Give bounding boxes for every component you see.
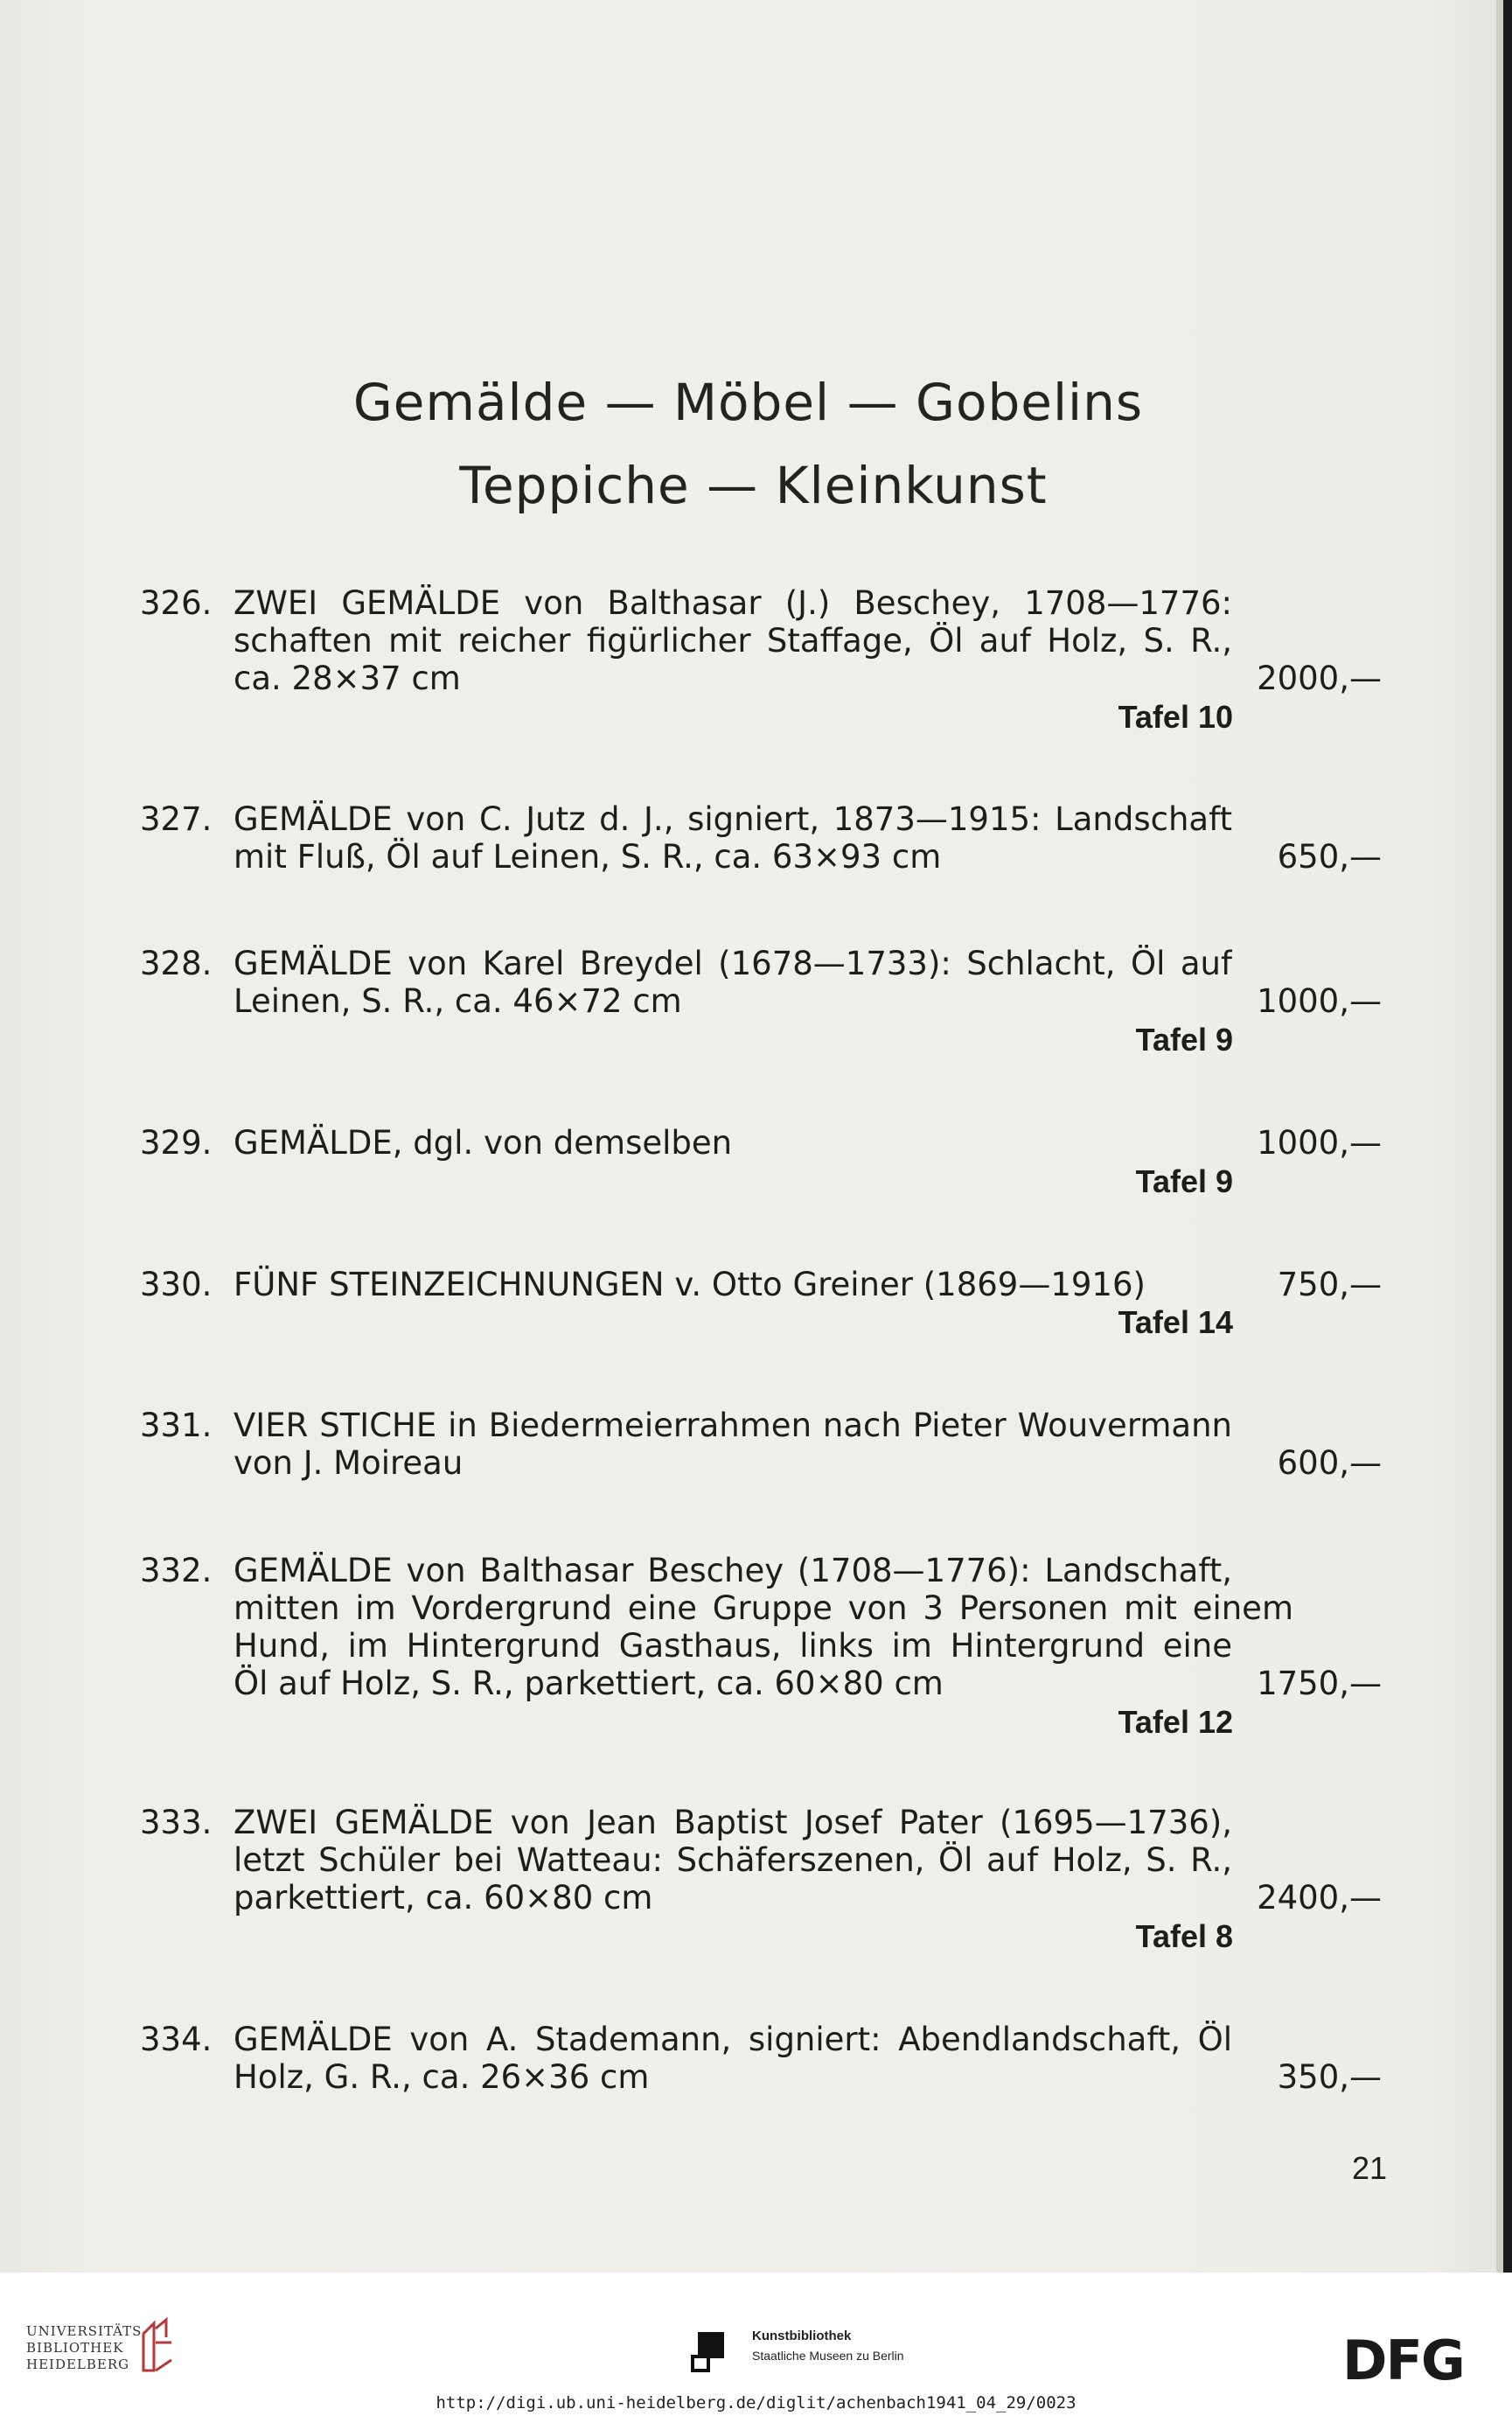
entry-text-line: GEMÄLDE von Karel Breydel (1678—1733): Schlacht, Öl auf [233, 945, 1232, 982]
entry-price: 600,— [1277, 1444, 1382, 1482]
entry-text-line: Holz, G. R., ca. 26×36 cm [233, 2058, 650, 2096]
kunstbibliothek-label [752, 2329, 904, 2363]
entry-text-line: VIER STICHE in Biedermeierrahmen nach Pieter Wouvermann [233, 1407, 1232, 1444]
entry-number: 329. [140, 1124, 213, 1162]
entry-text-line: parkettiert, ca. 60×80 cm [233, 1879, 653, 1917]
university-library-name [26, 2323, 148, 2373]
entry-text-line: Leinen, S. R., ca. 46×72 cm [233, 982, 682, 1020]
entry-number: 331. [140, 1407, 213, 1444]
entry-text-line: GEMÄLDE, dgl. von demselben [233, 1124, 733, 1162]
entry-text-line: GEMÄLDE von C. Jutz d. J., signiert, 1873—1915: Landschaft [233, 800, 1232, 838]
entry-text-line: GEMÄLDE von A. Stademann, signiert: Abendlandschaft, Öl [233, 2021, 1232, 2058]
digitization-footer [0, 2273, 1512, 2416]
entry-text-line: Hund, im Hintergrund Gasthaus, links im Hintergrund eine [233, 1627, 1232, 1665]
page-edge-shadow [1496, 0, 1503, 2273]
entry-text-line: ca. 28×37 cm [233, 660, 461, 697]
entry-price: 2400,— [1257, 1879, 1382, 1917]
entry-number: 330. [140, 1266, 213, 1303]
entry-price: 750,— [1277, 1266, 1382, 1303]
entry-number: 333. [140, 1804, 213, 1841]
entry-text-line: ZWEI GEMÄLDE von Balthasar (J.) Beschey, 1708—1776: [233, 584, 1232, 622]
permalink-url[interactable]: http://digi.ub.uni-heidelberg.de/diglit/achenbach1941_04_29/0023 [435, 2393, 1077, 2413]
kunstbibliothek-subtitle: Staatliche Museen zu Berlin [752, 2349, 904, 2363]
entry-text-line: Öl auf Holz, S. R., parkettiert, ca. 60×80 cm [233, 1665, 944, 1702]
library-name-line: BIBLIOTHEK [26, 2340, 124, 2356]
entry-plate-reference: Tafel 10 [1118, 699, 1233, 735]
entry-plate-reference: Tafel 14 [1118, 1304, 1233, 1340]
entry-text-line: FÜNF STEINZEICHNUNGEN v. Otto Greiner (1869—1916) [233, 1266, 1146, 1303]
entry-text-line: letzt Schüler bei Watteau: Schäferszenen, Öl auf Holz, S. R., [233, 1841, 1232, 1879]
entry-number: 326. [140, 584, 213, 622]
entry-plate-reference: Tafel 9 [1135, 1163, 1233, 1199]
entry-text-line: GEMÄLDE von Balthasar Beschey (1708—1776): Landschaft, [233, 1552, 1232, 1589]
entry-plate-reference: Tafel 12 [1118, 1704, 1233, 1740]
entry-number: 332. [140, 1552, 213, 1589]
library-name-line: HEIDELBERG [26, 2357, 130, 2372]
entry-price: 1000,— [1257, 982, 1382, 1020]
section-heading-line-2: Teppiche — Kleinkunst [459, 456, 1048, 515]
page-number: 21 [1352, 2150, 1388, 2186]
kunstbibliothek-logo-icon [691, 2332, 731, 2372]
entry-text-line: von J. Moireau [233, 1444, 463, 1482]
scan-border [1503, 0, 1512, 2273]
entry-text-line: ZWEI GEMÄLDE von Jean Baptist Josef Pater (1695—1736), [233, 1804, 1232, 1841]
entry-price: 350,— [1277, 2058, 1382, 2096]
kunstbibliothek-title: Kunstbibliothek [752, 2329, 852, 2343]
entry-text-line: mit Fluß, Öl auf Leinen, S. R., ca. 63×93 cm [233, 838, 942, 876]
entry-price: 650,— [1277, 838, 1382, 876]
entry-text-line: schaften mit reicher figürlicher Staffage, Öl auf Holz, S. R., [233, 622, 1232, 660]
entry-number: 334. [140, 2021, 213, 2058]
entry-price: 2000,— [1257, 660, 1382, 697]
entry-plate-reference: Tafel 9 [1135, 1022, 1233, 1058]
entry-plate-reference: Tafel 8 [1135, 1918, 1233, 1954]
university-library-logo-icon [136, 2316, 180, 2378]
entry-number: 327. [140, 800, 213, 838]
entry-price: 1750,— [1257, 1665, 1382, 1702]
entry-number: 328. [140, 945, 213, 982]
entry-price: 1000,— [1257, 1124, 1382, 1162]
library-name-line: UNIVERSITÄTS- [26, 2323, 149, 2339]
entry-text-line: mitten im Vordergrund eine Gruppe von 3 Personen mit einem [233, 1589, 1293, 1627]
dfg-logo: DFG [1342, 2329, 1464, 2392]
section-heading-line-1: Gemälde — Möbel — Gobelins [352, 373, 1144, 432]
